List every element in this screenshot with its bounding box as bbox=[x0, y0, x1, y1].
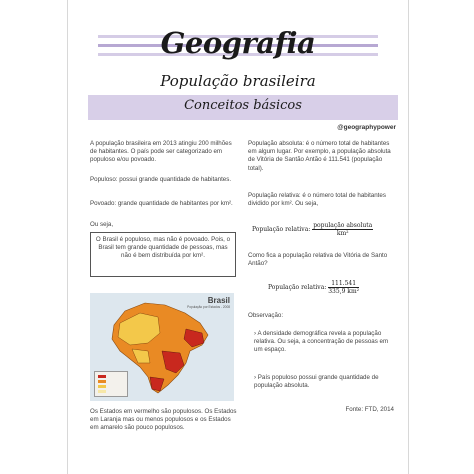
formula-numerator: população absoluta bbox=[313, 222, 373, 229]
left-paragraph-povoado: Povoado: grande quantidade de habitantes por km². bbox=[90, 200, 233, 207]
map-title: Brasil bbox=[207, 296, 230, 305]
legend-swatch-light bbox=[98, 390, 106, 393]
bullet-arrow-icon: › bbox=[254, 330, 258, 337]
map-caption: Os Estados em vermelho são populosos. Os Estados em Laranja mas ou menos populosos e os Estados em amarelo são pouco populosos. bbox=[90, 408, 237, 432]
left-paragraph-populoso: Populoso: possui grande quantidade de habitantes. bbox=[90, 176, 232, 183]
legend-swatch-orange bbox=[98, 380, 106, 383]
page-title: Geografia bbox=[160, 26, 316, 60]
observation-label: Observação: bbox=[248, 312, 284, 319]
observation-text-2: País populoso possui grande quantidade de população absoluta. bbox=[254, 374, 379, 390]
left-paragraph-population: A população brasileira em 2013 atingiu 200 milhões de habitantes. O país pode ser categorizado em populoso e/ou povoado. bbox=[90, 140, 232, 164]
formula-vitoria: População relativa: $\frac{111.541}{\text{335,9 km²}}$ bbox=[268, 280, 360, 295]
formula-fraction bbox=[312, 222, 373, 237]
source-citation: Fonte: FTD, 2014 bbox=[345, 406, 394, 413]
observation-item-1 bbox=[248, 330, 394, 355]
brazil-population-map bbox=[90, 293, 234, 401]
right-question: Como fica a população relativa de Vitória de Santo Antão? bbox=[248, 252, 388, 268]
observation-text-1: A densidade demográfica revela a população relativa. Ou seja, a concentração de pessoas em um espaço. bbox=[254, 330, 389, 354]
formula2-label: População relativa bbox=[268, 284, 325, 291]
section-title: Conceitos básicos bbox=[184, 98, 302, 113]
formula2-denominator: 335,9 km² bbox=[328, 288, 360, 295]
page-subtitle: População brasileira bbox=[160, 72, 316, 90]
formula-denominator: km² bbox=[336, 230, 349, 237]
formula2-numerator: 111.541 bbox=[328, 280, 359, 288]
formula-relative-population: População relativa: $\frac{\text{população absoluta}}{\text{km²}}$ bbox=[252, 222, 373, 237]
conclusion-text: O Brasil é populoso, mas não é povoado. Pois, o Brasil tem grande quantidade de pessoas, mas não é bem distribuída por km². bbox=[95, 236, 231, 260]
legend-swatch-yellow bbox=[98, 385, 106, 388]
bullet-arrow-icon: › bbox=[254, 374, 258, 381]
left-ou-seja: Ou seja, bbox=[90, 221, 114, 228]
map-subtitle: População por Estados - 2008 bbox=[187, 305, 230, 309]
observation-item-2 bbox=[248, 374, 394, 390]
right-paragraph-absoluta: População absoluta: é o número total de habitantes em algum lugar. Por exemplo, a população absoluta de Vitória de Santão Antão é 111.541 (população total). bbox=[248, 140, 391, 172]
legend-swatch-red bbox=[98, 375, 106, 378]
formula-label: População relativa bbox=[252, 226, 309, 233]
author-handle: @geographypower bbox=[337, 124, 396, 131]
formula2-fraction bbox=[328, 280, 359, 295]
map-legend bbox=[94, 371, 128, 397]
right-paragraph-relativa: População relativa: é o número total de habitantes dividido por km². Ou seja, bbox=[248, 192, 386, 208]
document-page bbox=[67, 0, 409, 474]
